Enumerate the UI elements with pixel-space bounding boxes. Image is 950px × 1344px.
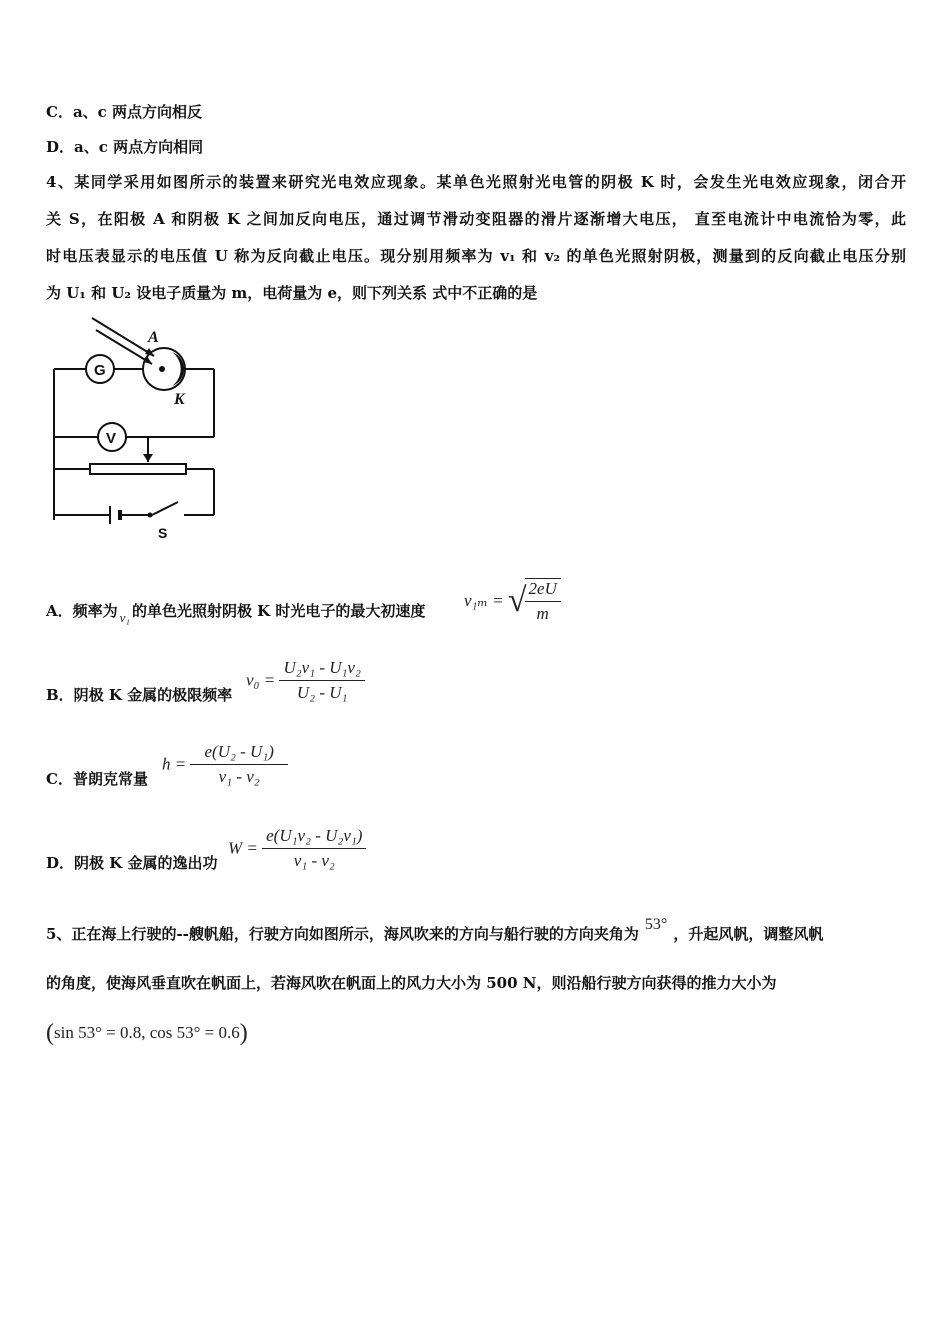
q4-option-d: D．阴极 K 金属的逸出功 [46,854,218,872]
open-paren: ( [46,1020,54,1046]
option-a-denominator: m [536,604,549,623]
option-b-numerator: U₂v₁ - U₁v₂ [279,658,364,681]
option-b-formula-lhs: v₀ = [246,670,276,690]
option-b-denominator: U₂ - U₁ [296,683,348,702]
option-a-formula [464,578,561,624]
option-c-fraction [190,742,287,787]
option-c-formula-lhs: h = [162,754,187,774]
option-a-text-before: A．频率为 [46,602,118,620]
q5-given-text: sin 53° = 0.8, cos 53° = 0.6 [54,1023,240,1042]
option-a-fraction [525,578,561,624]
option-a-text-after: 的单色光照射阴极 K 时光电子的最大初速度 [131,602,426,620]
close-paren: ) [239,1020,248,1046]
option-a-formula-lhs: v₁ₘ = [464,591,504,610]
photoelectric-circuit-diagram [44,312,234,544]
cathode-label: K [174,391,185,408]
option-c-denominator: v₁ - v₂ [218,767,260,786]
switch-label: S [158,525,168,541]
option-c-formula [162,742,288,787]
q5-line-1 [46,916,906,945]
q5-line-1-after: ，升起风帆，调整风帆 [673,925,824,943]
q4-option-a [46,600,426,625]
option-d-fraction [262,826,366,871]
q4-line-2: 关 S，在阳极 A 和阴极 K 之间加反向电压，通过调节滑动变阻器的滑片逐渐增大电压， 直至电流计中电流恰为零，此 [46,210,906,228]
option-d-numerator: e(U₁v₂ - U₂v₁) [262,826,366,849]
q5-angle: 53° [644,916,668,933]
q4-line-3: 时电压表显示的电压值 U 称为反向截止电压。现分别用频率为 v₁ 和 v₂ 的单色光照射阴极，测量到的反向截止电压分别 [46,247,906,265]
q4-line-1: 4、某同学采用如图所示的装置来研究光电效应现象。某单色光照射光电管的阴极 K 时，会发生光电效应现象，闭合开 [46,173,906,191]
option-b-fraction [279,658,364,703]
q5-given-values [46,1020,248,1047]
option-a-numerator: 2eU [525,579,561,602]
q4-option-c: C．普朗克常量 [46,770,148,788]
option-d-formula-lhs: W = [228,838,258,858]
voltmeter-label: V [106,430,117,447]
option-d-denominator: v₁ - v₂ [293,851,335,870]
q5-line-1-before: 5、正在海上行驶的--艘帆船，行驶方向如图所示，海风吹来的方向与船行驶的方向夹角为 [46,925,639,943]
sqrt-sign: √ [507,582,527,619]
option-c-prev: C．a、c 两点方向相反 [46,103,203,121]
option-d-formula [228,826,366,871]
q4-option-b: B．阴极 K 金属的极限频率 [46,686,233,704]
option-b-formula [246,658,365,703]
option-c-numerator: e(U₂ - U₁) [190,742,287,765]
q5-line-2: 的角度，使海风垂直吹在帆面上，若海风吹在帆面上的风力大小为 500 N，则沿船行驶方向获得的推力大小为 [46,974,777,992]
galvanometer-label: G [94,362,106,379]
option-a-var: v₁ [119,610,130,625]
anode-label: A [148,329,159,346]
option-d-prev: D．a、c 两点方向相同 [46,138,204,156]
q4-line-4: 为 U₁ 和 U₂ 设电子质量为 m，电荷量为 e，则下列关系 式中不正确的是 [46,284,538,302]
